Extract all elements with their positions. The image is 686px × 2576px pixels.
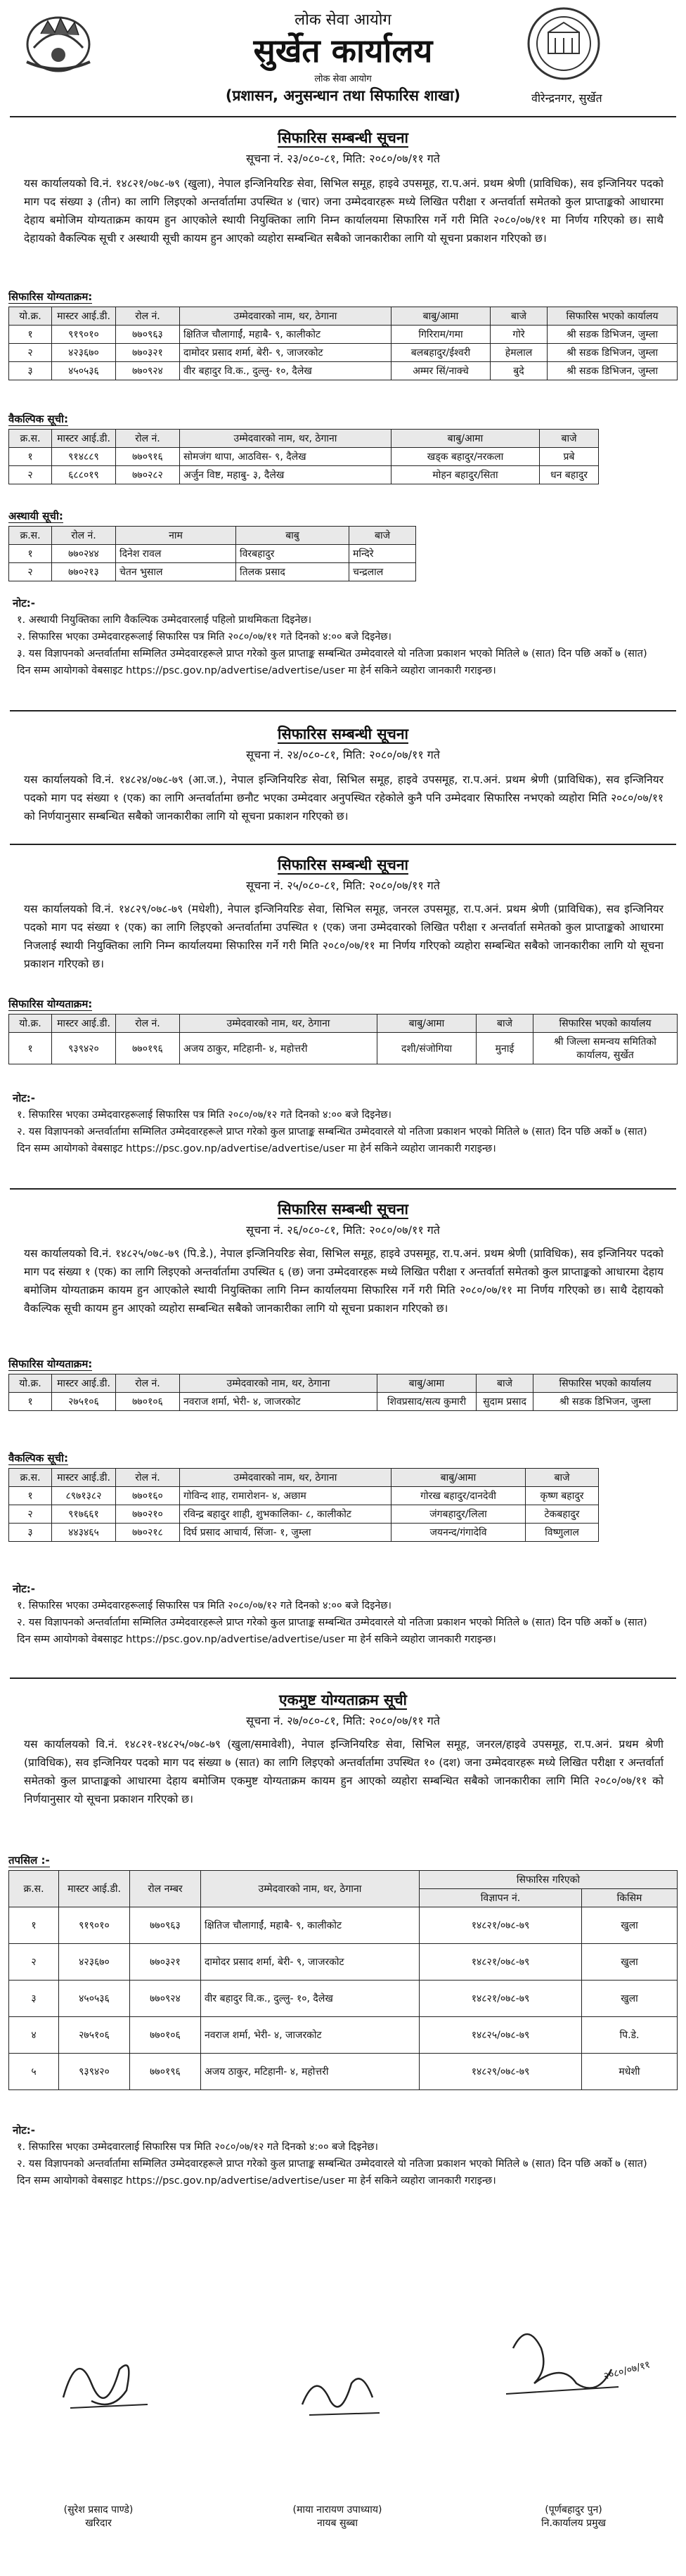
cell: ७७०३२१ <box>116 344 180 362</box>
cell: ७७०१०६ <box>130 2017 201 2054</box>
table-row <box>9 448 599 466</box>
notice4-body: यस कार्यालयको वि.नं. १४८२५/०७८-७९ (पि.डे.), नेपाल इन्जिनियरिङ सेवा, सिभिल समूह, हाइवे उपसमूह, रा.प.अनं. प्रथम श्रेणी (प्राविधिक), सव इन्जिनियर पदको माग पद संख्या १ (एक) का लागि लिइएको अन्तर्वार्तामा उपस्थित ६ (छ) जना उम्मेदवारहरू मध्ये लिखित परीक्षा र अन्तर्वार्ता समेतको कुल प्राप्ताङ्कको आधारमा देहाय बमोजिम योग्यताक्रम कायम हुन आएकोले स्थायी नियुक्तिका लागि निम्न कार्यालयमा सिफारिस गर्ने गरी मिति २०८०/०७/११ मा निर्णय गरिएको छ। साथै देहायको वैकल्पिक सूची कायम हुन आएको व्यहोरा सम्बन्धित सबैको जानकारीका लागि यो सूचना प्रकाशन गरिएको छ। <box>24 1247 664 1315</box>
commission-seal-icon <box>524 4 603 83</box>
commission-subname: लोक सेवा आयोग <box>314 74 372 84</box>
cell: १ <box>9 448 52 466</box>
cell: श्री सडक डिभिजन, जुम्ला <box>548 326 678 344</box>
col-header: सिफारिस भएको कार्यालय <box>548 307 678 326</box>
cell: ७७०२१० <box>116 1505 180 1524</box>
table-row <box>9 1944 678 1981</box>
col-header: मास्टर आई.डी. <box>52 1469 116 1487</box>
cell: बलबहादुर/ईश्वरी <box>391 344 491 362</box>
cell: ७७०९१६ <box>116 448 180 466</box>
notice3-note-heading: नोट:- <box>13 1092 35 1105</box>
table-header-row <box>9 307 678 326</box>
cell: दशी/संजोगिया <box>377 1033 477 1064</box>
cell: तिलक प्रसाद <box>236 563 349 581</box>
notice1-note-heading: नोट:- <box>13 597 35 610</box>
col-header: विज्ञापन नं. <box>420 1889 582 1907</box>
cell: ७७०१६० <box>116 1487 180 1505</box>
cell: पि.डे. <box>582 2017 678 2054</box>
cell: गिरिराम/गमा <box>391 326 491 344</box>
cell: १४८२९/०७८-७९ <box>420 2054 582 2090</box>
cell: २ <box>9 563 52 581</box>
col-header: रोल नं. <box>116 1374 180 1393</box>
note-item: २. सिफारिस भएका उम्मेदवारहरूलाई सिफारिस पत्र मिति २०८०/०७/११ गते दिनको ४:०० बजे दिइनेछ। <box>17 631 392 643</box>
table-row <box>9 344 678 362</box>
notice3-rec-table <box>8 1014 678 1064</box>
cell: अजय ठाकुर, मटिहानी- ४, महोत्तरी <box>201 2054 420 2090</box>
col-header: रोल नं. <box>116 1469 180 1487</box>
notice5-title: एकमुष्ट योग्यताक्रम सूची <box>279 1692 407 1708</box>
table-header-row <box>9 1469 599 1487</box>
notice5-list-label: तपसिल :- <box>8 1854 50 1867</box>
col-header: बाबु/आमा <box>391 307 491 326</box>
cell: अर्जुन विष्ट, महाबु- ३, दैलेख <box>180 466 391 484</box>
cell: मधेशी <box>582 2054 678 2090</box>
cell: ३ <box>9 1524 52 1542</box>
signatory-role: खरिदार <box>85 2518 112 2529</box>
signature-block <box>21 2503 176 2530</box>
notice1-body: यस कार्यालयको वि.नं. १४८२१/०७८-७९ (खुला), नेपाल इन्जिनियरिङ सेवा, सिभिल समूह, हाइवे उपसमूह, रा.प.अनं. प्रथम श्रेणी (प्राविधिक), सव इन्जिनियर पदको माग पद संख्या ३ (तीन) का लागि लिइएको अन्तर्वार्तामा उपस्थित ४ (चार) जना उम्मेदवारहरू मध्ये लिखित परीक्षा र अन्तर्वार्ता समेतको कुल प्राप्ताङ्कको आधारमा देहाय बमोजिम योग्यताक्रम कायम हुन आएकोले स्थायी नियुक्तिका लागि निम्न कार्यालयमा सिफारिस गर्ने गरी मिति २०८०/०७/११ मा निर्णय गरिएको छ। साथै देहायको वैकल्पिक सूची र अस्थायी सूची कायम हुन आएको व्यहोरा सम्बन्धित सबैको जानकारीका लागि यो सूचना प्रकाशन गरिएको छ। <box>24 177 664 245</box>
section-divider <box>10 1188 676 1190</box>
cell: सुदाम प्रसाद <box>477 1393 533 1411</box>
signature-scribble-icon <box>281 2362 401 2426</box>
notice3-rec-label: सिफारिस योग्यताक्रम: <box>8 998 93 1010</box>
notice1-notes <box>17 612 664 679</box>
cell: ७७०९६३ <box>116 326 180 344</box>
note-item: १. सिफारिस भएका उम्मेदवारहरूलाई सिफारिस पत्र मिति २०८०/०७/१२ गते दिनको ४:०० बजे दिइनेछ। <box>17 1109 392 1121</box>
cell: २७५१०६ <box>59 2017 130 2054</box>
cell: मुनाई <box>477 1033 533 1064</box>
cell: २७५१०६ <box>52 1393 116 1411</box>
cell: वीर बहादुर वि.क., दुल्लु- १०, दैलेख <box>201 1981 420 2017</box>
notice3-notes <box>17 1107 664 1157</box>
col-header: उम्मेदवारको नाम, थर, ठेगाना <box>180 1469 391 1487</box>
cell: ४ <box>9 2017 59 2054</box>
cell: ३ <box>9 1981 59 2017</box>
notice4-title: सिफारिस सम्बन्धी सूचना <box>278 1201 408 1218</box>
cell: कृष्ण बहादुर <box>526 1487 599 1505</box>
cell: ५ <box>9 2054 59 2090</box>
cell: शिवप्रसाद/सत्य कुमारी <box>377 1393 477 1411</box>
cell: गोरख बहादुर/दानदेवी <box>391 1487 526 1505</box>
col-header: बाबु/आमा <box>391 430 540 448</box>
col-header: बाजे <box>477 1015 533 1033</box>
cell: श्री जिल्ला समन्वय समितिको कार्यालय, सुर्खेत <box>533 1033 678 1064</box>
col-header: यो.क्र. <box>9 1015 52 1033</box>
table-row <box>9 466 599 484</box>
col-header: क्र.स. <box>9 430 52 448</box>
col-header: उम्मेदवारको नाम, थर, ठेगाना <box>180 430 391 448</box>
notice5-body: यस कार्यालयको वि.नं. १४८२१-१४८२५/०७८-७९ (खुला/समावेशी), नेपाल इन्जिनियरिङ सेवा, सिभिल समूह, जनरल/हाइवे उपसमूह, रा.प.अनं. प्रथम श्रेणी (प्राविधिक), सव इन्जिनियर पदको माग पद संख्या ७ (सात) का लागि लिइएको अन्तर्वार्तामा उपस्थित १० (दश) जना उम्मेदवारहरू मध्ये लिखित परीक्षा र अन्तर्वार्ता समेतको कुल प्राप्ताङ्कको आधारमा देहाय बमोजिम एकमुष्ट योग्यताक्रम कायम हुन आएको व्यहोरा सम्बन्धित सबैको जानकारीका लागि मिति २०८०/०७/११ को निर्णयानुसार यो सूचना प्रकाशन गरिएको छ। <box>24 1738 664 1805</box>
col-header: किसिम <box>582 1889 678 1907</box>
table-header-row <box>9 1374 678 1393</box>
cell: मोहन बहादुर/सिता <box>391 466 540 484</box>
cell: ७७०९६३ <box>130 1907 201 1944</box>
cell: खुला <box>582 1907 678 1944</box>
notice5-notes <box>17 2139 664 2189</box>
notice4-number: सूचना नं. २६/०८०-८१, मिति: २०८०/०७/११ गते <box>246 1223 440 1237</box>
signature-block <box>496 2503 651 2530</box>
col-header: नाम <box>116 527 236 545</box>
col-header: क्र.स. <box>9 1469 52 1487</box>
cell: जयनन्द/गंगादेवि <box>391 1524 526 1542</box>
cell: २ <box>9 1505 52 1524</box>
table-row <box>9 1393 678 1411</box>
signature-scribble-icon <box>49 2341 169 2419</box>
cell: गोविन्द शाह, रामारोशन- ४, अछाम <box>180 1487 391 1505</box>
notice1-alt-table <box>8 429 599 484</box>
cell: ४२३६७० <box>52 344 116 362</box>
cell: विरबहादुर <box>236 545 349 563</box>
signatory-name: (पूर्णबहादुर पुन) <box>545 2504 602 2516</box>
col-header: रोल नं. <box>116 307 180 326</box>
notice3-body: यस कार्यालयको वि.नं. १४८२९/०७८-७९ (मधेशी), नेपाल इन्जिनियरिङ सेवा, सिभिल समूह, जनरल उपसमूह, रा.प.अनं. प्रथम श्रेणी (प्राविधिक), सव इन्जिनियर पदको माग पद संख्या १ (एक) का लागि लिइएको अन्तर्वार्तामा उपस्थित १ (एक) जना उम्मेदवारको लिखित परीक्षा र अन्तर्वार्ता समेतको कुल प्राप्ताङ्कको आधारमा निजलाई स्थायी नियुक्तिका लागि निम्न कार्यालयमा सिफारिस गर्ने गरी मिति २०८०/०७/११ मा निर्णय गरिएको व्यहोरा सम्बन्धित सबैको जानकारीका लागि यो सूचना प्रकाशन गरिएको छ। <box>24 903 664 970</box>
cell: ९३९४२० <box>59 2054 130 2090</box>
notice4-alt-table <box>8 1468 599 1542</box>
note-item: १. सिफारिस भएका उम्मेदवारहरूलाई सिफारिस पत्र मिति २०८०/०७/१२ गते दिनको ४:०० बजे दिइनेछ। <box>17 1600 392 1611</box>
table-header-row <box>9 1015 678 1033</box>
cell: १४८२१/०७८-७९ <box>420 1981 582 2017</box>
cell: ४२३६७० <box>59 1944 130 1981</box>
table-row <box>9 2054 678 2090</box>
col-header: क्र.स. <box>9 527 52 545</box>
note-item: १. सिफारिस भएका उम्मेदवारलाई सिफारिस पत्र मिति २०८०/०७/१२ गते दिनको ४:०० बजे दिइनेछ। <box>17 2142 379 2153</box>
cell: २ <box>9 344 52 362</box>
cell: चन्द्रलाल <box>349 563 416 581</box>
header-divider <box>10 116 676 117</box>
cell: १ <box>9 1393 52 1411</box>
section-divider <box>10 710 676 711</box>
cell: ६८८०१९ <box>52 466 116 484</box>
cell: ४५०५३६ <box>59 1981 130 2017</box>
notice2-body: यस कार्यालयको वि.नं. १४८२४/०७८-७९ (आ.ज.), नेपाल इन्जिनियरिङ सेवा, सिभिल समूह, हाइवे उपसमूह, रा.प.अनं. प्रथम श्रेणी (प्राविधिक), सव इन्जिनियर पदको माग पद संख्या १ (एक) का लागि अन्तर्वार्तामा छनौट भएका उम्मेदवार अनुपस्थित रहेकोले कुनै पनि उम्मेदवार सिफारिस नभएको व्यहोरा मिति २०८०/०७/११ को निर्णयानुसार सम्बन्धित सबैको जानकारीका लागि यो सूचना प्रकाशन गरिएको छ। <box>24 773 664 823</box>
signatory-role: नि.कार्यालय प्रमुख <box>541 2518 606 2529</box>
notice4-notes <box>17 1597 664 1648</box>
branch-name: (प्रशासन, अनुसन्धान तथा सिफारिस शाखा) <box>225 87 461 104</box>
cell: १ <box>9 326 52 344</box>
col-header: बाबु/आमा <box>391 1469 526 1487</box>
table-row <box>9 1907 678 1944</box>
signatory-name: (माया नारायण उपाध्याय) <box>292 2504 382 2516</box>
cell: विष्णुलाल <box>526 1524 599 1542</box>
commission-name: लोक सेवा आयोग <box>295 11 391 29</box>
cell: ७७०९२४ <box>130 1981 201 2017</box>
notice1-alt-label: वैकल्पिक सूची: <box>8 413 68 425</box>
letterhead <box>0 0 686 116</box>
cell: टेकबहादुर <box>526 1505 599 1524</box>
cell: दिनेश रावल <box>116 545 236 563</box>
table-row <box>9 1033 678 1064</box>
cell: दामोदर प्रसाद शर्मा, बेरी- ९, जाजरकोट <box>201 1944 420 1981</box>
notice1-rec-label: सिफारिस योग्यताक्रम: <box>8 290 93 303</box>
cell: ७७०३२१ <box>130 1944 201 1981</box>
cell: मन्दिरे <box>349 545 416 563</box>
cell: प्रबे <box>540 448 599 466</box>
cell: ७७०१९६ <box>116 1033 180 1064</box>
note-item: २. यस विज्ञापनको अन्तर्वार्तामा सम्मिलित उम्मेदवारहरूले प्राप्त गरेको कुल प्राप्ताङ्क सम्बन्धित उम्मेदवारले यो नतिजा प्रकाशन भएको मितिले ७ (सात) दिन पछि अर्को ७ (सात) दिन सम्म आयोगको वेबसाइट https://psc.gov.np/advertise/advertise/user मा हेर्न सकिने व्यहोरा जानकारी गराइन्छ। <box>17 1617 647 1645</box>
cell: नवराज शर्मा, भेरी- ४, जाजरकोट <box>201 2017 420 2054</box>
table-header-row <box>9 1871 678 1889</box>
cell: नवराज शर्मा, भेरी- ४, जाजरकोट <box>180 1393 377 1411</box>
notice2-number: सूचना नं. २४/०८०-८१, मिति: २०८०/०७/११ गते <box>246 748 440 761</box>
col-header: उम्मेदवारको नाम, थर, ठेगाना <box>201 1871 420 1907</box>
col-header: बाबु/आमा <box>377 1374 477 1393</box>
section-divider <box>10 1677 676 1679</box>
signatory-role: नायब सुब्बा <box>317 2518 358 2529</box>
table-header-row <box>9 527 416 545</box>
cell: ४४३४६५ <box>52 1524 116 1542</box>
col-header: रोल नं. <box>52 527 116 545</box>
notice4-alt-label: वैकल्पिक सूची: <box>8 1452 68 1464</box>
cell: १ <box>9 1907 59 1944</box>
cell: ८९७१३८२ <box>52 1487 116 1505</box>
signature-date: २०८०/०७/११ <box>602 2359 652 2383</box>
cell: ४५०५३६ <box>52 362 116 380</box>
notice1-temp-label: अस्थायी सूची: <box>8 510 63 522</box>
cell: जंगबहादुर/लिला <box>391 1505 526 1524</box>
notice1-title: सिफारिस सम्बन्धी सूचना <box>278 129 408 146</box>
cell: १ <box>9 1033 52 1064</box>
col-header: रोल नं. <box>116 1015 180 1033</box>
notice3-title: सिफारिस सम्बन्धी सूचना <box>278 856 408 873</box>
cell: हेमलाल <box>491 344 548 362</box>
cell: चेतन भुसाल <box>116 563 236 581</box>
cell: १ <box>9 545 52 563</box>
cell: ७७०२४४ <box>52 545 116 563</box>
cell: ७७०२१८ <box>116 1524 180 1542</box>
col-header: सिफारिस गरिएको <box>420 1871 678 1889</box>
cell: श्री सडक डिभिजन, जुम्ला <box>548 362 678 380</box>
signature-block <box>260 2503 415 2530</box>
col-header: यो.क्र. <box>9 307 52 326</box>
col-header: उम्मेदवारको नाम, थर, ठेगाना <box>180 1015 377 1033</box>
note-item: १. अस्थायी नियुक्तिका लागि वैकल्पिक उम्मेदवारलाई पहिलो प्राथमिकता दिइनेछ। <box>17 614 312 626</box>
col-header: बाजे <box>526 1469 599 1487</box>
cell: गोरे <box>491 326 548 344</box>
col-header: उम्मेदवारको नाम, थर, ठेगाना <box>180 307 391 326</box>
table-row <box>9 2017 678 2054</box>
col-header: रोल नम्बर <box>130 1871 201 1907</box>
col-header: यो.क्र. <box>9 1374 52 1393</box>
table-row <box>9 326 678 344</box>
table-row <box>9 1487 599 1505</box>
notice1-temp-table <box>8 526 416 581</box>
cell: अम्मर सिं/नाक्चे <box>391 362 491 380</box>
notice4-note-heading: नोट:- <box>13 1583 35 1595</box>
note-item: २. यस विज्ञापनको अन्तर्वार्तामा सम्मिलित उम्मेदवारहरूले प्राप्त गरेको कुल प्राप्ताङ्क सम्बन्धित उम्मेदवारले यो नतिजा प्रकाशन भएको मितिले ७ (सात) दिन पछि अर्को ७ (सात) दिन सम्म आयोगको वेबसाइट https://psc.gov.np/advertise/advertise/user मा हेर्न सकिने व्यहोरा जानकारी गराइन्छ। <box>17 1126 647 1154</box>
cell: श्री सडक डिभिजन, जुम्ला <box>548 344 678 362</box>
cell: दिर्घ प्रसाद आचार्य, सिंजा- १, जुम्ला <box>180 1524 391 1542</box>
cell: ९१४८८९ <box>52 448 116 466</box>
office-location: वीरेन्द्रनगर, सुर्खेत <box>531 91 602 105</box>
col-header: बाजे <box>477 1374 533 1393</box>
note-item: ३. यस विज्ञापनको अन्तर्वार्तामा सम्मिलित उम्मेदवारहरूले प्राप्त गरेको कुल प्राप्ताङ्क सम्बन्धित उम्मेदवारले यो नतिजा प्रकाशन भएको मितिले ७ (सात) दिन पछि अर्को ७ (सात) दिन सम्म आयोगको वेबसाइट https://psc.gov.np/advertise/advertise/user मा हेर्न सकिने व्यहोरा जानकारी गराइन्छ। <box>17 648 647 676</box>
notice5-note-heading: नोट:- <box>13 2124 35 2137</box>
col-header: बाजे <box>349 527 416 545</box>
col-header: क्र.स. <box>9 1871 59 1907</box>
signature-scribble-icon <box>492 2320 633 2411</box>
notice5-number: सूचना नं. २७/०८०-८१, मिति: २०८०/०७/११ गते <box>246 1714 440 1727</box>
cell: २ <box>9 1944 59 1981</box>
notice5-merit-table <box>8 1870 678 2090</box>
cell: ७७०१९६ <box>130 2054 201 2090</box>
office-name: सुर्खेत कार्यालय <box>253 32 433 70</box>
cell: धन बहादुर <box>540 466 599 484</box>
col-header: उम्मेदवारको नाम, थर, ठेगाना <box>180 1374 377 1393</box>
cell: वीर बहादुर वि.क., दुल्लु- १०, दैलेख <box>180 362 391 380</box>
col-header: रोल नं. <box>116 430 180 448</box>
notice1-number: सूचना नं. २३/०८०-८१, मिति: २०८०/०७/११ गते <box>246 152 440 165</box>
cell: दामोदर प्रसाद शर्मा, बेरी- ९, जाजरकोट <box>180 344 391 362</box>
cell: श्री सडक डिभिजन, जुम्ला <box>533 1393 678 1411</box>
col-header: सिफारिस भएको कार्यालय <box>533 1015 678 1033</box>
table-row <box>9 362 678 380</box>
cell: १४८२१/०७८-७९ <box>420 1944 582 1981</box>
cell: खड्क बहादुर/नरकला <box>391 448 540 466</box>
section-divider <box>10 844 676 845</box>
notice4-rec-label: सिफारिस योग्यताक्रम: <box>8 1358 93 1370</box>
col-header: मास्टर आई.डी. <box>52 307 116 326</box>
cell: ९१७६६१ <box>52 1505 116 1524</box>
table-row <box>9 545 416 563</box>
col-header: मास्टर आई.डी. <box>52 430 116 448</box>
cell: खुला <box>582 1944 678 1981</box>
cell: १४८२१/०७८-७९ <box>420 1907 582 1944</box>
cell: ७७०२१३ <box>52 563 116 581</box>
table-row <box>9 1524 599 1542</box>
cell: ७७०९२४ <box>116 362 180 380</box>
cell: क्षितिज चौलागाईं, महाबै- ९, कालीकोट <box>180 326 391 344</box>
cell: ७७०१०६ <box>116 1393 180 1411</box>
notice1-rec-table <box>8 307 678 380</box>
col-header: बाजे <box>491 307 548 326</box>
notice4-rec-table <box>8 1374 678 1411</box>
table-header-row <box>9 430 599 448</box>
table-row <box>9 1505 599 1524</box>
col-header: मास्टर आई.डी. <box>52 1374 116 1393</box>
col-header: बाबु <box>236 527 349 545</box>
table-row <box>9 563 416 581</box>
cell: क्षितिज चौलागाईं, महाबै- ९, कालीकोट <box>201 1907 420 1944</box>
cell: ७७०२८२ <box>116 466 180 484</box>
col-header: मास्टर आई.डी. <box>59 1871 130 1907</box>
cell: अजय ठाकुर, मटिहानी- ४, महोत्तरी <box>180 1033 377 1064</box>
cell: सोमजंग थापा, आठविस- ९, दैलेख <box>180 448 391 466</box>
notice2-title: सिफारिस सम्बन्धी सूचना <box>278 726 408 742</box>
col-header: मास्टर आई.डी. <box>52 1015 116 1033</box>
cell: बुदे <box>491 362 548 380</box>
cell: ३ <box>9 362 52 380</box>
cell: १४८२५/०७८-७९ <box>420 2017 582 2054</box>
notice3-number: सूचना नं. २५/०८०-८१, मिति: २०८०/०७/११ गते <box>246 879 440 892</box>
cell: ९१९०१० <box>52 326 116 344</box>
cell: १ <box>9 1487 52 1505</box>
col-header: सिफारिस भएको कार्यालय <box>533 1374 678 1393</box>
signatory-name: (सुरेश प्रसाद पाण्डे) <box>63 2504 134 2516</box>
col-header: बाजे <box>540 430 599 448</box>
cell: ९१९०१० <box>59 1907 130 1944</box>
cell: खुला <box>582 1981 678 2017</box>
cell: रविन्द्र बहादुर शाही, शुभकालिका- ८, कालीकोट <box>180 1505 391 1524</box>
table-row <box>9 1981 678 2017</box>
cell: ९३९४२० <box>52 1033 116 1064</box>
cell: २ <box>9 466 52 484</box>
col-header: बाबु/आमा <box>377 1015 477 1033</box>
note-item: २. यस विज्ञापनको अन्तर्वार्तामा सम्मिलित उम्मेदवारहरूले प्राप्त गरेको कुल प्राप्ताङ्क सम्बन्धित उम्मेदवारले यो नतिजा प्रकाशन भएको मितिले ७ (सात) दिन पछि अर्को ७ (सात) दिन सम्म आयोगको वेबसाइट https://psc.gov.np/advertise/advertise/user मा हेर्न सकिने व्यहोरा जानकारी गराइन्छ। <box>17 2158 647 2187</box>
